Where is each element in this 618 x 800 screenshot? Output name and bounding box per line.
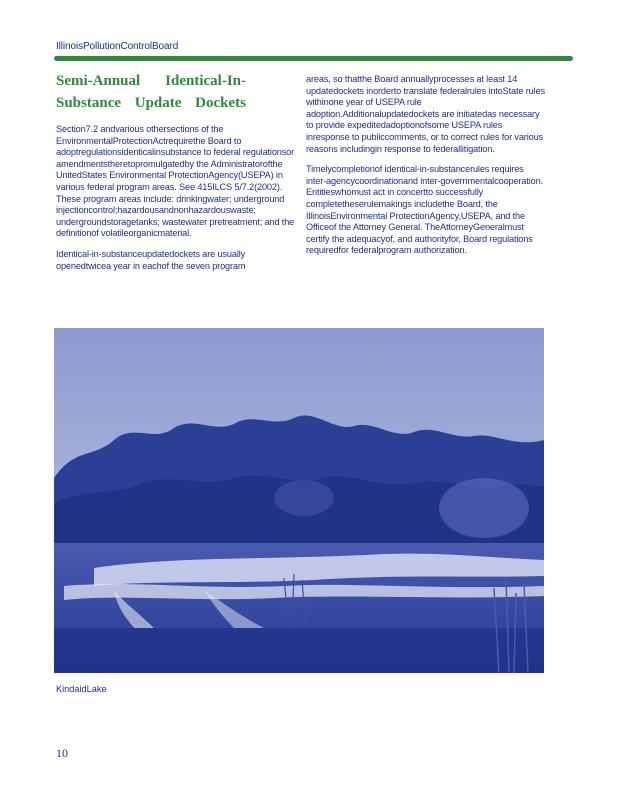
page-number: 10 bbox=[56, 746, 68, 760]
text-column-right bbox=[306, 74, 546, 266]
body-paragraph: Identical-in-substanceupdatedockets are usually openedtwicea year in eachof the seven program bbox=[56, 248, 246, 271]
lake-photo bbox=[54, 328, 544, 673]
header-divider bbox=[54, 56, 573, 61]
body-paragraph: Section7.2 andvarious othersections of the EnvironmentalProtectionActrequirethe Board to adoptregulationsidenticalinsubstance to federal regulationsor amendmentstheretopromulgatedby the Administratorofthe UnitedStates Environmental ProtectionAgency(USEPA) in various federal program areas. See 415ILCS 5/7.2(2002). These program areas include: drinkingwater; underground injectioncontrol;hazardousandnonhazardouswaste; undergroundstoragetanks; wastewater pretreatment; and the definitionof volatileorganicmaterial. bbox=[56, 124, 295, 239]
body-paragraph: areas, so thatthe Board annuallyprocesses at least 14 updatedockets inorderto translate federalrules intoState rules withinone year of USEPA rule adoption.Additionalupdatedockets are initiatedas necessary to provide expeditedadoptionofsome USEPA rules inresponse to publiccomments, or to correct rules for various reasons includingin response to federallitigation. bbox=[306, 74, 545, 154]
photo-caption: KindaidLake bbox=[56, 684, 107, 694]
body-paragraph: Timelycompletionof identical-in-substancerules requires inter-agencycoordinationand inter-governmentalcooperation. Entitieswhomust act in concertto successfully completetheserulemakings includethe Board, the IllinoisEnvironmental ProtectionAgency,USEPA, and the Officeof the Attorney General. TheAttorneyGeneralmust certify the adequacyof, and authorityfor, Board regulations requiredfor federalprogram authorization. bbox=[306, 164, 543, 256]
running-header: IllinoisPollutionControlBoard bbox=[56, 41, 179, 52]
section-title: Semi-Annual Identical-In-Substance Update Dockets bbox=[56, 73, 246, 111]
text-column-left bbox=[56, 124, 296, 281]
